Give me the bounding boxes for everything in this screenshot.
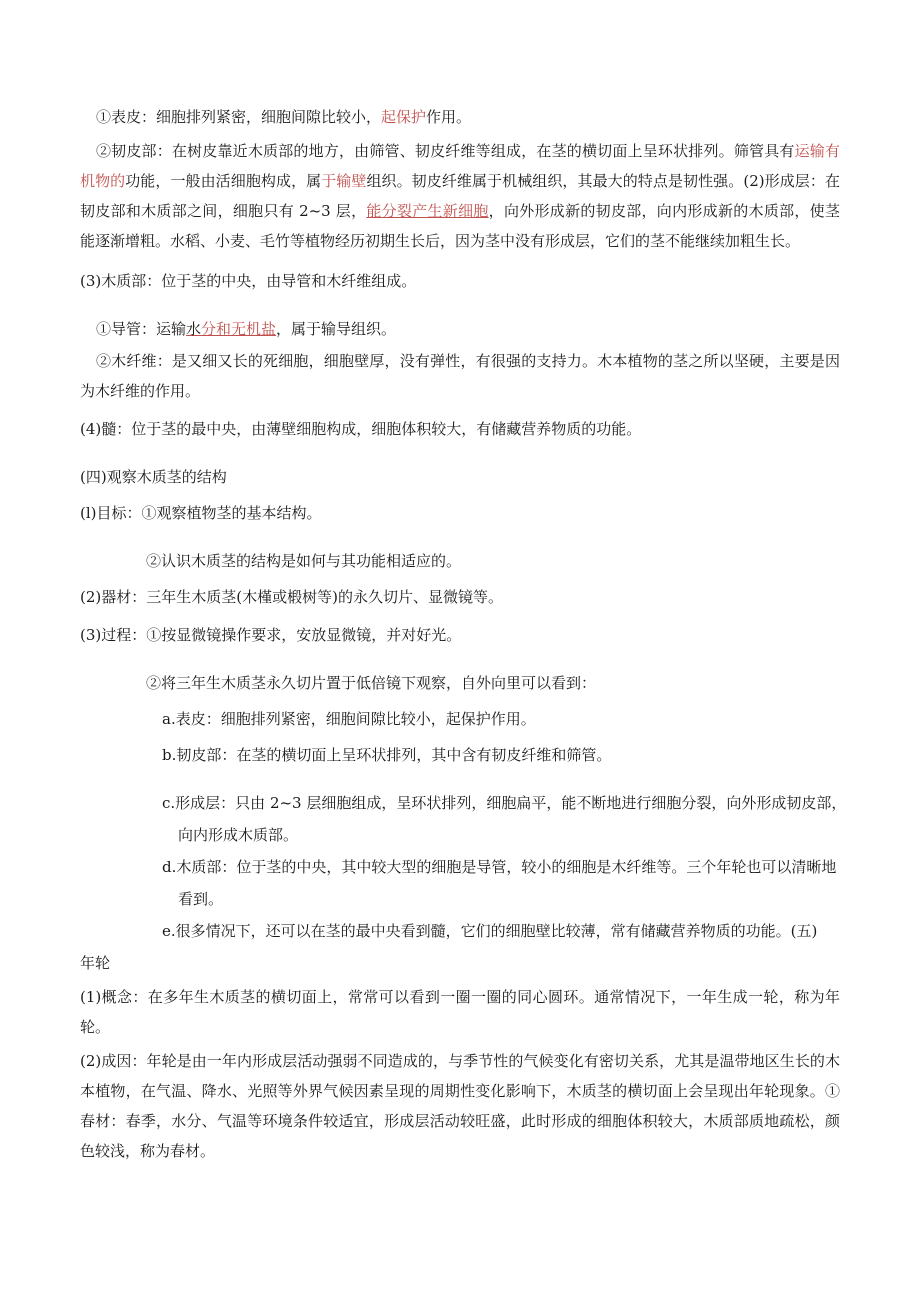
list-item-d: d.木质部：位于茎的中央，其中较大型的细胞是导管，较小的细胞是木纤维等。三个年轮也可以清晰地 xyxy=(162,858,837,876)
paragraph-goal: (l)目标：①观察植物茎的基本结构。 xyxy=(80,504,322,522)
paragraph-process-2: ②将三年生木质茎永久切片置于低倍镜下观察，自外向里可以看到： xyxy=(146,674,597,692)
paragraph-goal-2: ②认识木质茎的结构是如何与其功能相适应的。 xyxy=(146,552,462,570)
section-heading-rings: 年轮 xyxy=(80,954,111,972)
list-item-d-cont: 看到。 xyxy=(178,890,224,908)
paragraph-vessel: ①导管：运输水分和无机盐，属于输导组织。 xyxy=(96,320,397,338)
list-item-c-cont: 向内形成木质部。 xyxy=(178,826,299,844)
paragraph-process: (3)过程：①按显微镜操作要求，安放显微镜，并对好光。 xyxy=(80,626,462,644)
paragraph-equipment: (2)器材：三年生木质茎(木槿或椴树等)的永久切片、显微镜等。 xyxy=(80,588,503,606)
list-item-a: a.表皮：细胞排列紧密，细胞间隙比较小，起保护作用。 xyxy=(162,710,536,728)
paragraph-pith: (4)髓：位于茎的最中央，由薄壁细胞构成，细胞体积较大，有储藏营养物质的功能。 xyxy=(80,420,642,438)
paragraph-cause: (2)成因：年轮是由一年内形成层活动强弱不同造成的，与季节性的气候变化有密切关系，尤其是温带地区生长的木本植物，在气温、降水、光照等外界气候因素呈现的周期性变化影响下，木质茎的横切面上会呈现出年轮现象。①春材：春季，水分、气温等环境条件较适宜，形成层活动较旺盛，此时形成的细胞体积较大，木质部质地疏松，颜色较浅，称为春材。 xyxy=(80,1052,840,1160)
list-item-c: c.形成层：只由 2~3 层细胞组成，呈环状排列，细胞扁平，能不断地进行细胞分裂，向外形成韧皮部， xyxy=(162,794,847,812)
list-item-e: e.很多情况下，还可以在茎的最中央看到髓，它们的细胞壁比较薄，常有储藏营养物质的功能。(五) xyxy=(162,922,818,940)
list-item-b: b.韧皮部：在茎的横切面上呈环状排列，其中含有韧皮纤维和筛管。 xyxy=(162,746,612,764)
section-heading-observe: (四)观察木质茎的结构 xyxy=(80,468,227,486)
paragraph-wood-fiber: ②木纤维：是又细又长的死细胞，细胞壁厚，没有弹性，有很强的支持力。木本植物的茎之所以坚硬，主要是因为木纤维的作用。 xyxy=(80,352,840,400)
paragraph-epidermis: ①表皮：细胞排列紧密，细胞间隙比较小，起保护作用。 xyxy=(96,108,472,126)
paragraph-concept: (1)概念：在多年生木质茎的横切面上，常常可以看到一圈一圈的同心圆环。通常情况下，一年生成一轮，称为年轮。 xyxy=(80,988,840,1036)
paragraph-xylem: (3)木质部：位于茎的中央，由导管和木纤维组成。 xyxy=(80,272,417,290)
paragraph-phloem-cambium: ②韧皮部：在树皮靠近木质部的地方，由筛管、韧皮纤维等组成，在茎的横切面上呈环状排列。筛管具有运输有机物的功能，一般由活细胞构成，属于输壁组织。韧皮纤维属于机械组织，其最大的特点是韧性强。(2)形成层：在韧皮部和木质部之间，细胞只有 2~3 层，能分裂产生新细胞，向外形成新的韧皮部，向内形成新的木质部，使茎能逐渐增粗。水稻、小麦、毛竹等植物经历初期生长后，因为茎中没有形成层，它们的茎不能继续加粗生长。 xyxy=(80,142,840,250)
